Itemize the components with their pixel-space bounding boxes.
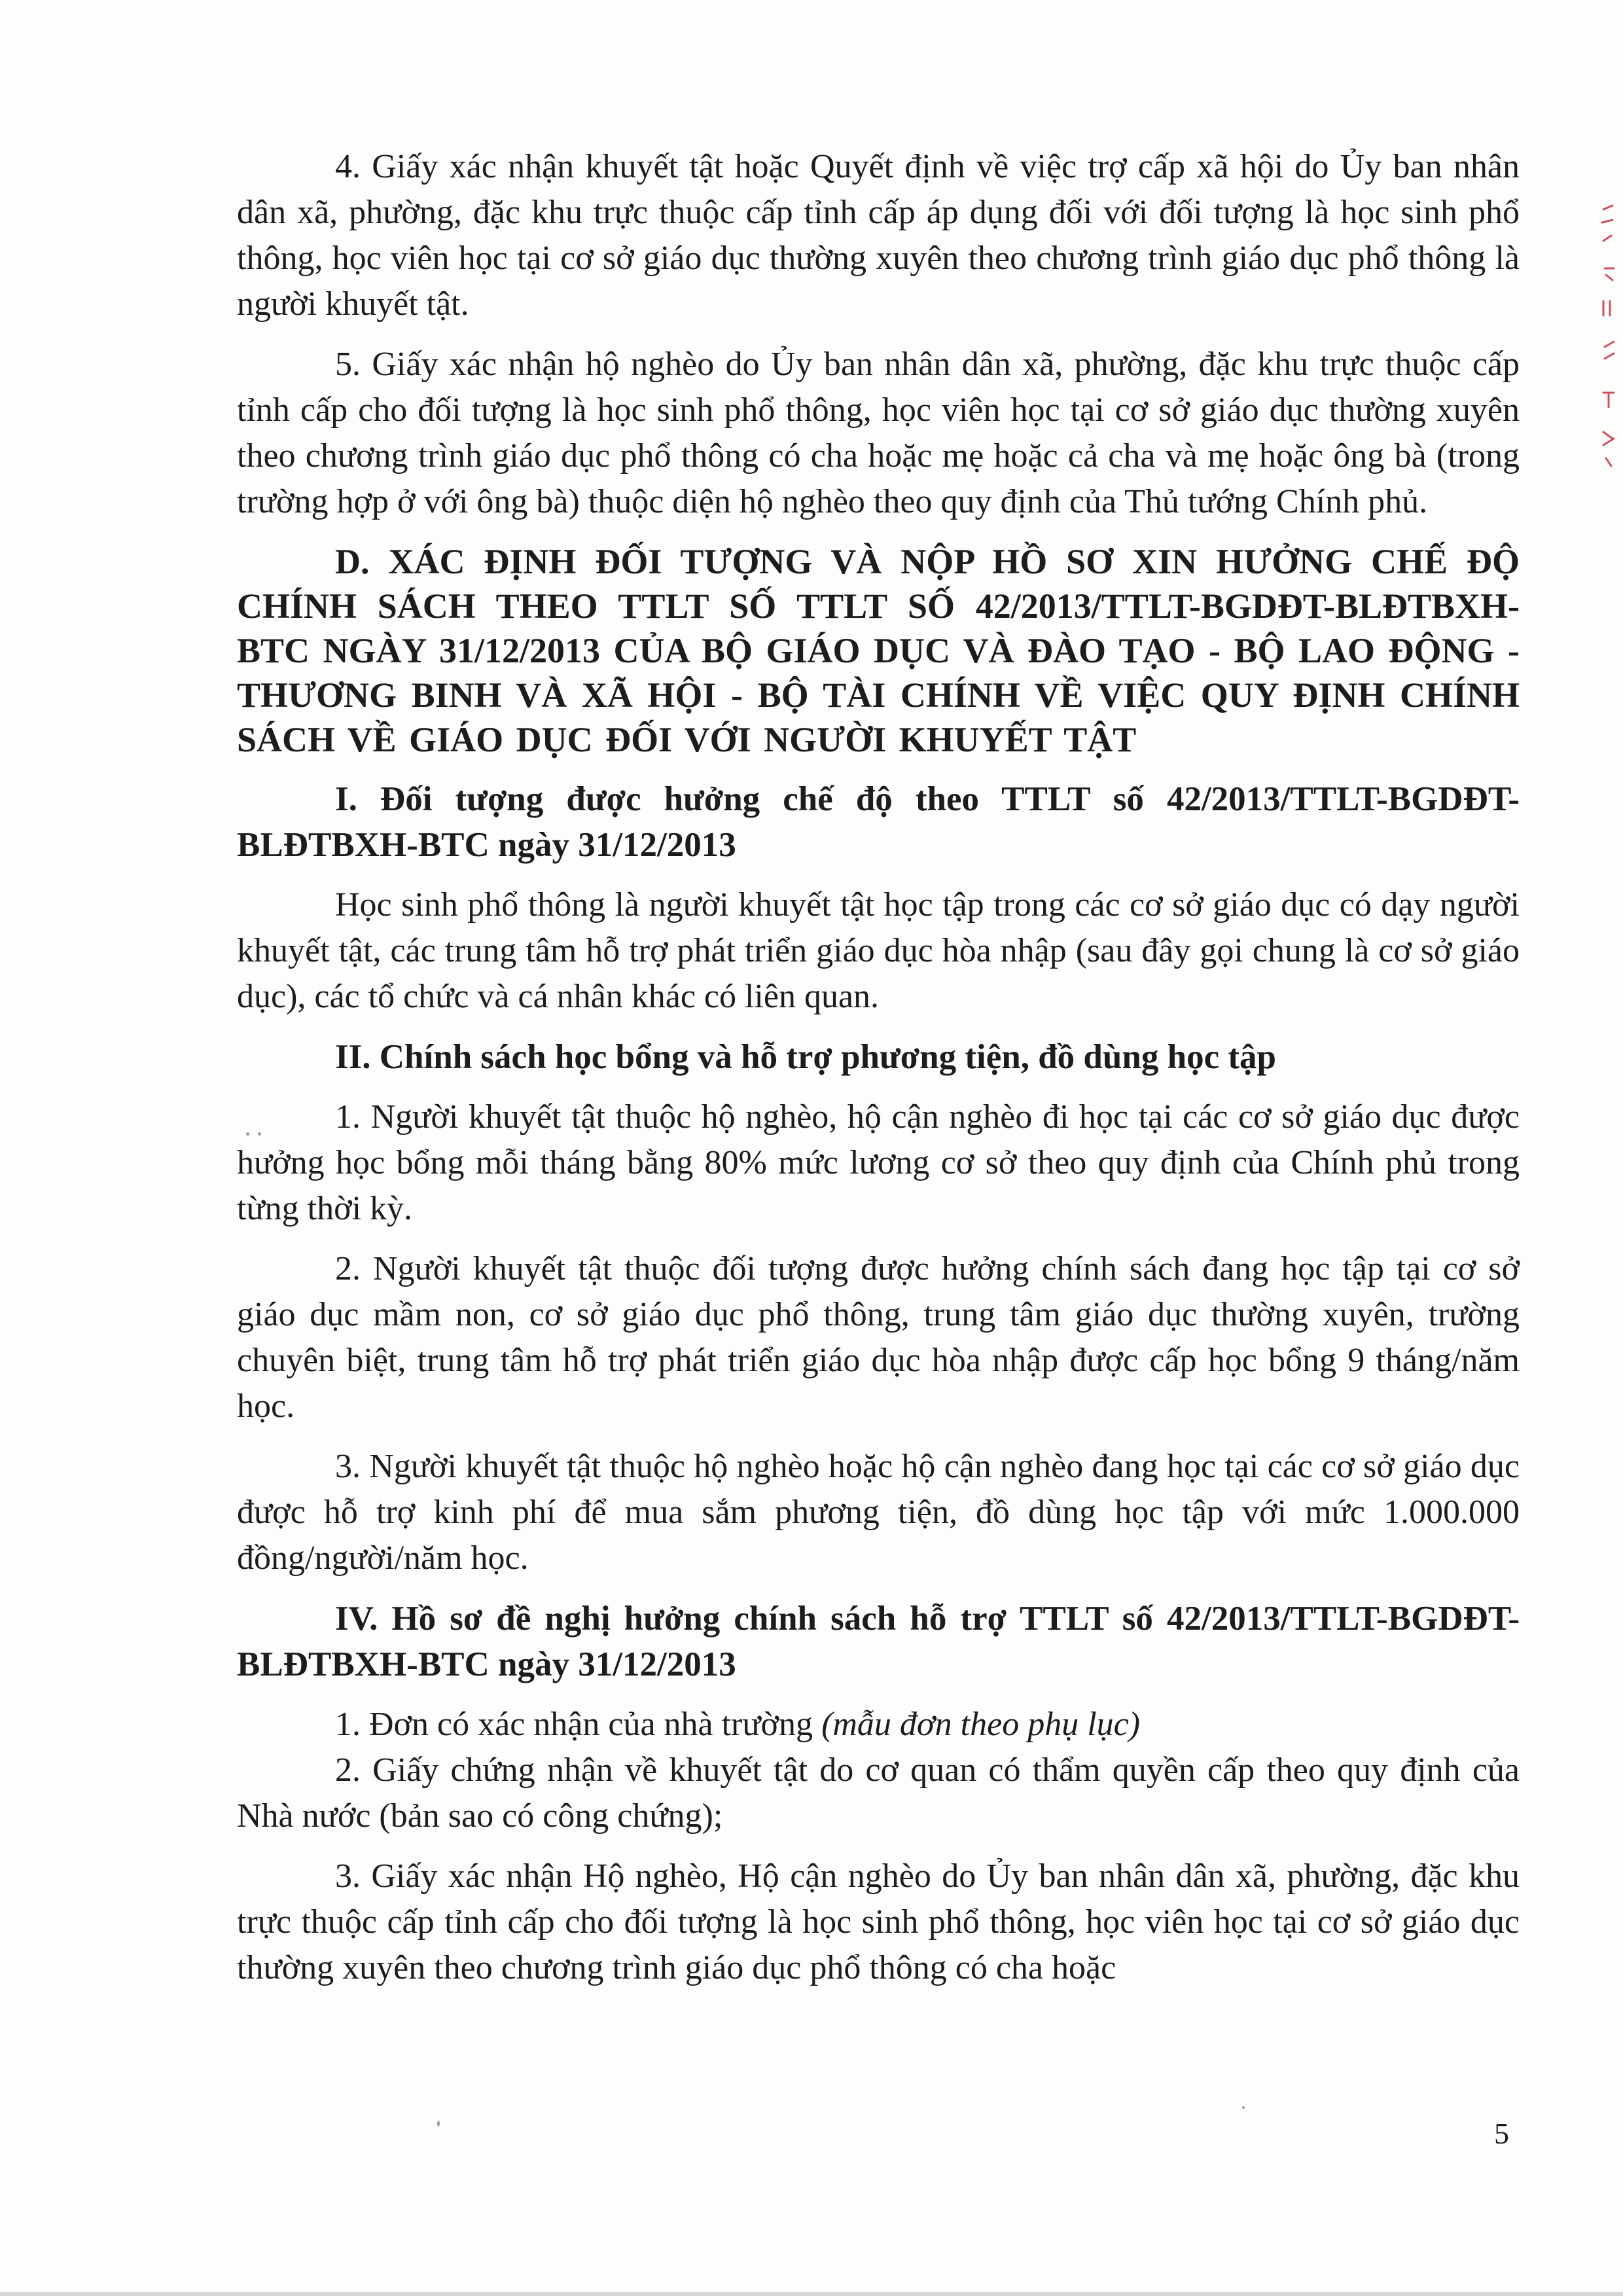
scan-bottom-edge — [0, 2292, 1623, 2296]
page-number: 5 — [1494, 2117, 1509, 2150]
section-2-item-3: 3. Người khuyết tật thuộc hộ nghèo hoặc hộ cận nghèo đang học tại các cơ sở giáo dục được hỗ trợ kinh phí để mua sắm phương tiện, đồ dùng học tập với mức 1.000.000 đồng/người/năm học. — [237, 1448, 1520, 1577]
section-4-item-3: 3. Giấy xác nhận Hộ nghèo, Hộ cận nghèo do Ủy ban nhân dân xã, phường, đặc khu trực thuộc cấp tỉnh cấp cho đối tượng là học sinh phổ thông, học viên học tại cơ sở giáo dục thường xuyên theo chương trình giáo dục phổ thông có cha hoặc — [237, 1857, 1520, 1986]
scan-speck — [437, 2121, 440, 2126]
section-1-body: Học sinh phổ thông là người khuyết tật học tập trong các cơ sở giáo dục có dạy người khuyết tật, các trung tâm hỗ trợ phát triển giáo dục hòa nhập (sau đây gọi chung là cơ sở giáo dục), các tổ chức và cá nhân khác có liên quan. — [237, 886, 1520, 1015]
paragraph-item-5: 5. Giấy xác nhận hộ nghèo do Ủy ban nhân dân xã, phường, đặc khu trực thuộc cấp tỉnh cấp cho đối tượng là học sinh phổ thông, học viên học tại cơ sở giáo dục thường xuyên theo chương trình giáo dục phổ thông có cha hoặc mẹ hoặc cả cha và mẹ hoặc ông bà (trong trường hợp ở với ông bà) thuộc diện hộ nghèo theo quy định của Thủ tướng Chính phủ. — [237, 346, 1520, 520]
section-2-item-2: 2. Người khuyết tật thuộc đối tượng được hưởng chính sách đang học tập tại cơ sở giáo dục mầm non, cơ sở giáo dục phổ thông, trung tâm giáo dục thường xuyên, trường chuyên biệt, trung tâm hỗ trợ phát triển giáo dục hòa nhập được cấp học bổng 9 tháng/năm học. — [237, 1250, 1520, 1425]
section-d-heading: D. XÁC ĐỊNH ĐỐI TƯỢNG VÀ NỘP HỒ SƠ XIN HƯỞNG CHẾ ĐỘ CHÍNH SÁCH THEO TTLT SỐ TTLT SỐ 42/2013/TTLT-BGDĐT-BLĐTBXH-BTC NGÀY 31/12/2013 CỦA BỘ GIÁO DỤC VÀ ĐÀO TẠO - BỘ LAO ĐỘNG - THƯƠNG BINH VÀ XÃ HỘI - BỘ TÀI CHÍNH VỀ VIỆC QUY ĐỊNH CHÍNH SÁCH VỀ GIÁO DỤC ĐỐI VỚI NGƯỜI KHUYẾT TẬT — [237, 542, 1520, 759]
paragraph-item-4: 4. Giấy xác nhận khuyết tật hoặc Quyết định về việc trợ cấp xã hội do Ủy ban nhân dân xã, phường, đặc khu trực thuộc cấp tỉnh cấp áp dụng đối với đối tượng là học sinh phổ thông, học viên học tại cơ sở giáo dục thường xuyên theo chương trình giáo dục phổ thông là người khuyết tật. — [237, 148, 1520, 323]
scan-speck — [258, 1132, 261, 1136]
section-4-item-1-text: 1. Đơn có xác nhận của nhà trường — [335, 1706, 822, 1743]
section-4-item-2: 2. Giấy chứng nhận về khuyết tật do cơ quan có thẩm quyền cấp theo quy định của Nhà nước (bản sao có công chứng); — [237, 1751, 1520, 1835]
page-content — [237, 144, 1520, 2005]
section-2-heading: II. Chính sách học bổng và hỗ trợ phương tiện, đồ dùng học tập — [335, 1038, 1276, 1076]
section-4-item-1 — [237, 1702, 1520, 1748]
section-4-heading: IV. Hồ sơ đề nghị hưởng chính sách hỗ trợ TTLT số 42/2013/TTLT-BGDĐT-BLĐTBXH-BTC ngày 31/12/2013 — [237, 1600, 1520, 1683]
section-4-item-1-note: (mẫu đơn theo phụ lục) — [821, 1706, 1141, 1743]
scan-speck — [1242, 2106, 1245, 2109]
scan-speck — [246, 1132, 249, 1136]
section-1-heading: I. Đối tượng được hưởng chế độ theo TTLT số 42/2013/TTLT-BGDĐT-BLĐTBXH-BTC ngày 31/12/2013 — [237, 780, 1520, 864]
section-2-item-1: 1. Người khuyết tật thuộc hộ nghèo, hộ cận nghèo đi học tại các cơ sở giáo dục được hưởng học bổng mỗi tháng bằng 80% mức lương cơ sở theo quy định của Chính phủ trong từng thời kỳ. — [237, 1098, 1520, 1227]
margin-stamp-mark — [1597, 196, 1623, 484]
